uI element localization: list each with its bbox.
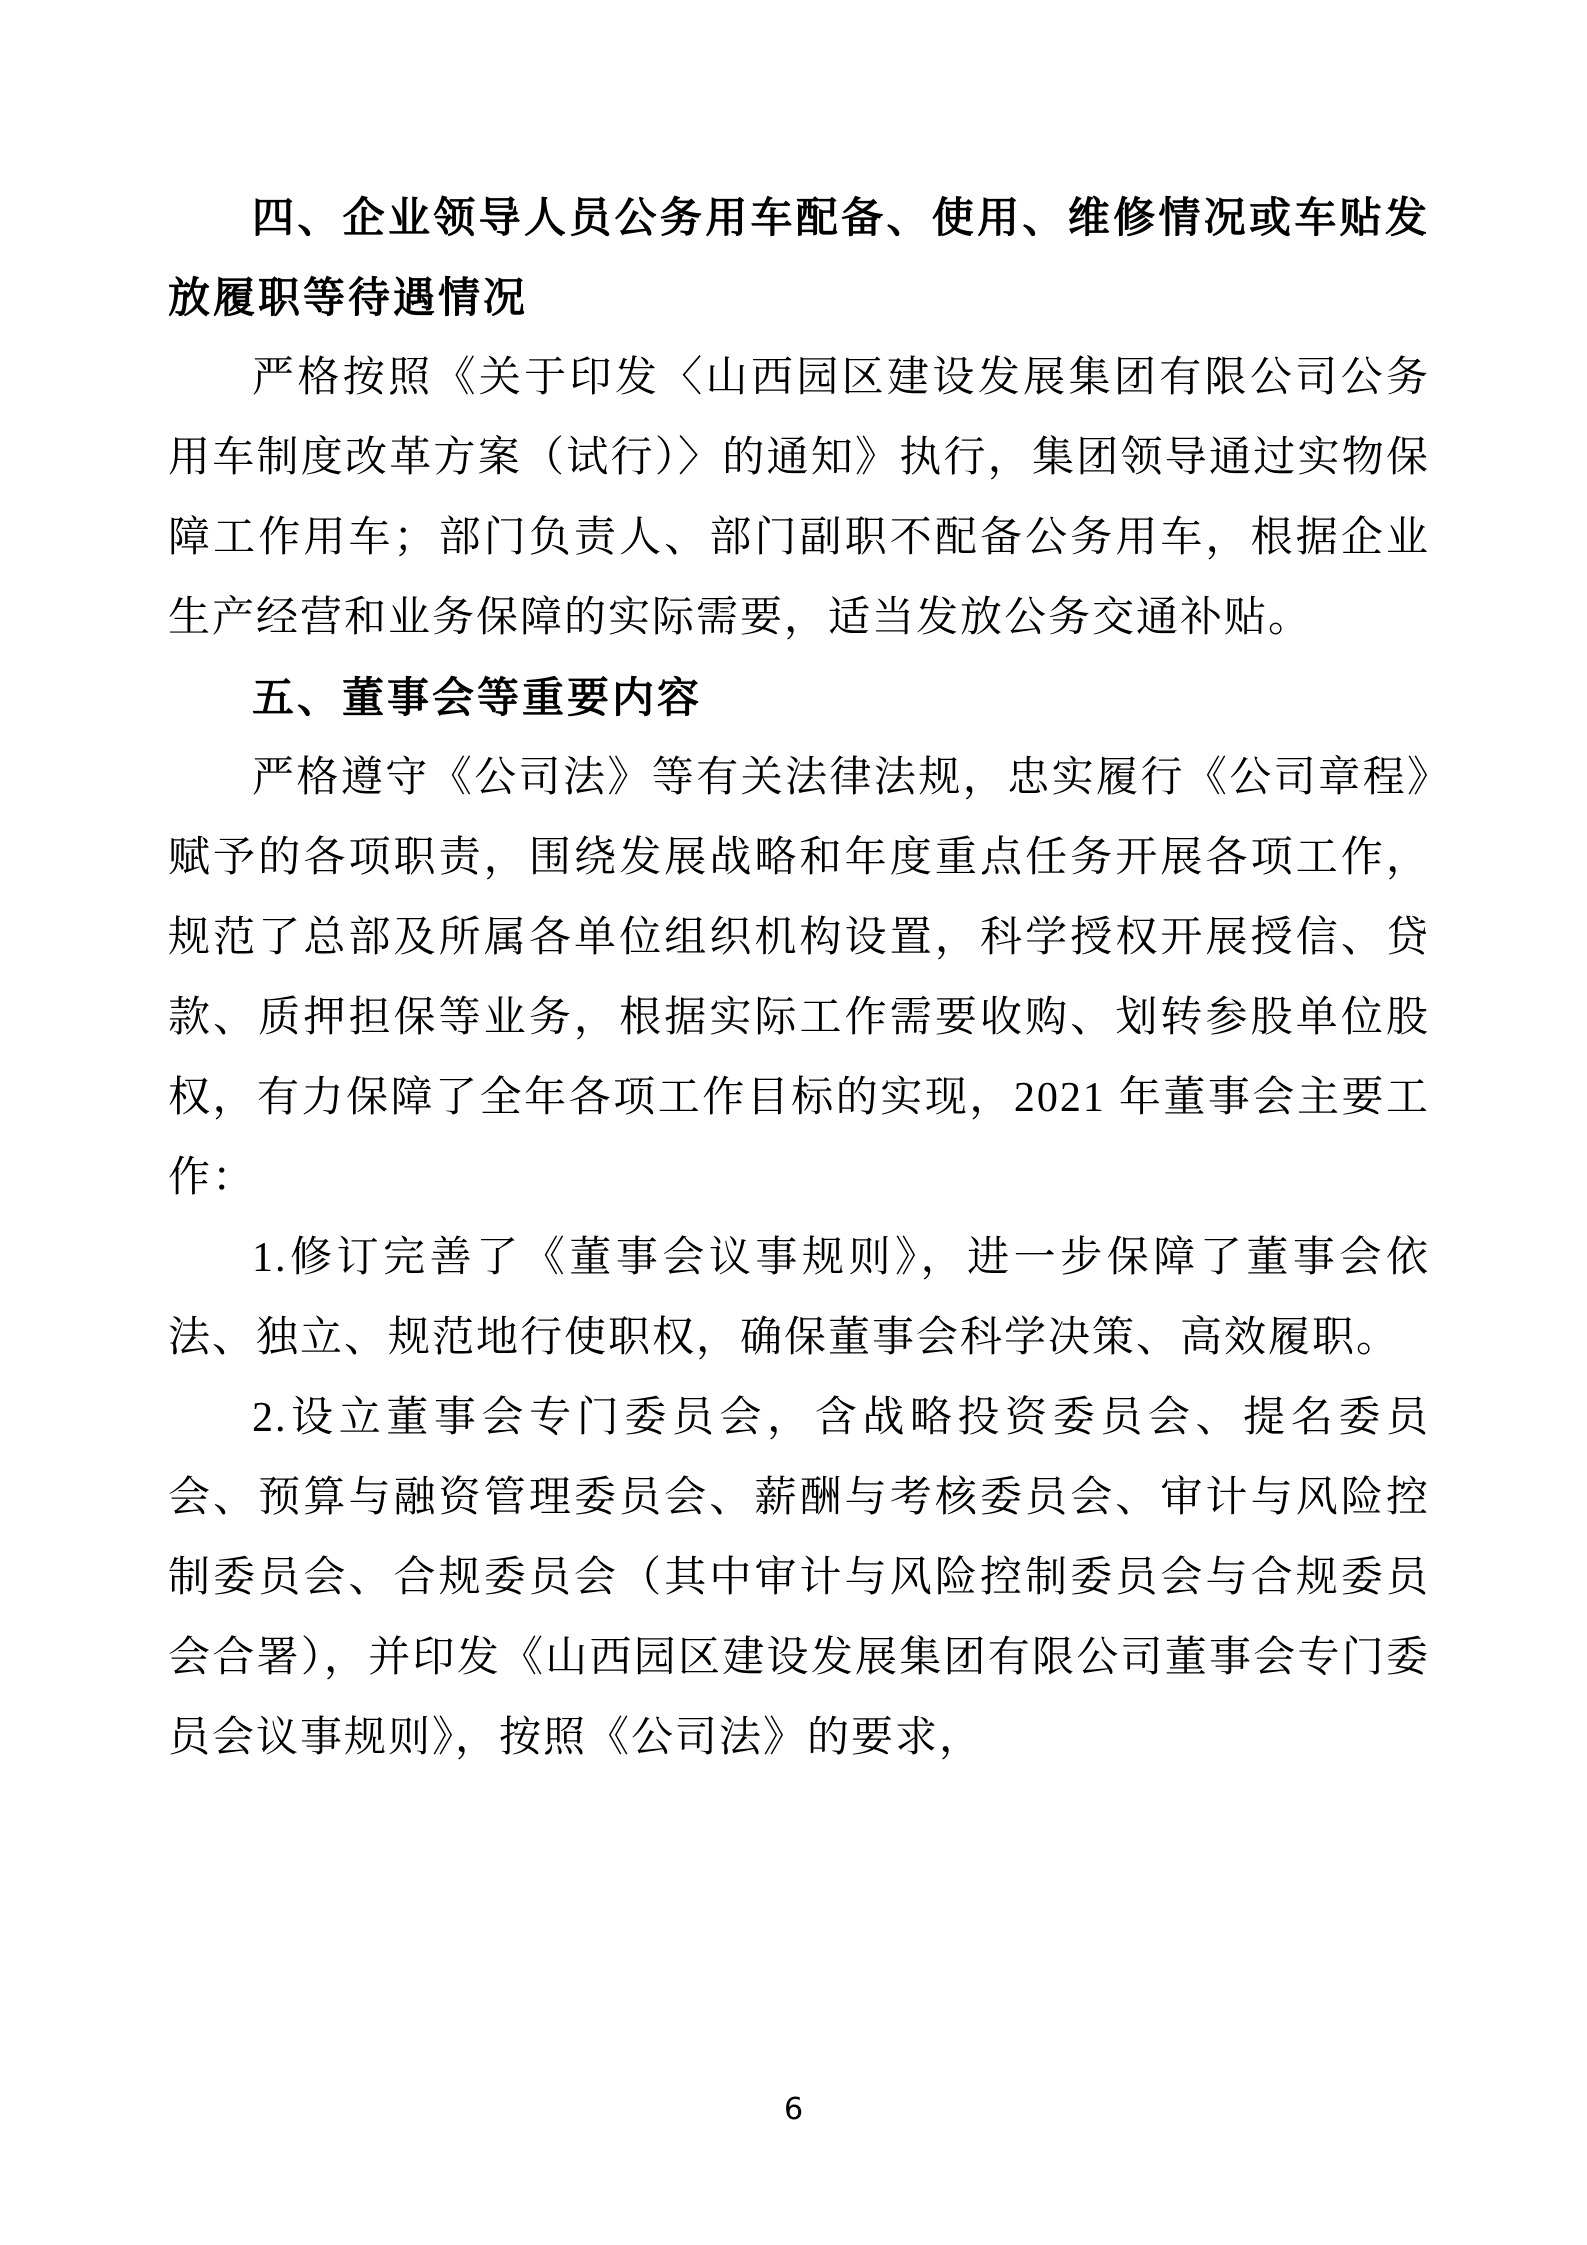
paragraph-board-item-2: 2.设立董事会专门委员会，含战略投资委员会、提名委员会、预算与融资管理委员会、薪酬与考核委员会、审计与风险控制委员会、合规委员会（其中审计与风险控制委员会与合规委员会合署），并印发《山西园区建设发展集团有限公司董事会专门委员会议事规则》，按照《公司法》的要求， xyxy=(168,1395,1430,1761)
section-heading-four: 四、企业领导人员公务用车配备、使用、维修情况或车贴发放履职等待遇情况 xyxy=(168,194,1430,321)
document-body xyxy=(168,178,1430,1778)
paragraph-board-item-1: 1.修订完善了《董事会议事规则》，进一步保障了董事会依法、独立、规范地行使职权，确保董事会科学决策、高效履职。 xyxy=(168,1235,1430,1361)
section-heading-five: 五、董事会等重要内容 xyxy=(252,674,703,721)
paragraph-board-duties: 严格遵守《公司法》等有关法律法规，忠实履行《公司章程》赋予的各项职责，围绕发展战略和年度重点任务开展各项工作，规范了总部及所属各单位组织机构设置，科学授权开展授信、贷款、质押担保等业务，根据实际工作需要收购、划转参股单位股权，有力保障了全年各项工作目标的实现，2021 年董事会主要工作： xyxy=(168,755,1430,1201)
page-number: 6 xyxy=(783,2092,804,2127)
paragraph-vehicle-policy: 严格按照《关于印发〈山西园区建设发展集团有限公司公务用车制度改革方案（试行）〉的通知》执行，集团领导通过实物保障工作用车；部门负责人、部门副职不配备公务用车，根据企业生产经营和业务保障的实际需要，适当发放公务交通补贴。 xyxy=(168,355,1430,641)
